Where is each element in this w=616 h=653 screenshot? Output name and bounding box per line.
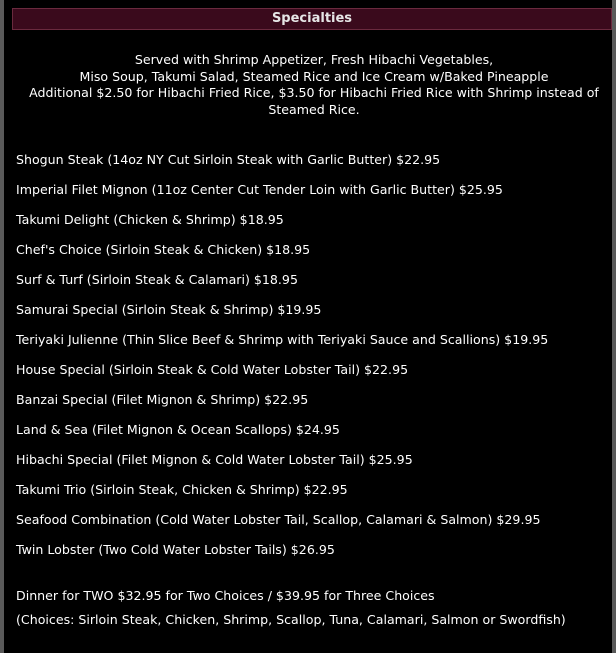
specialties-intro bbox=[12, 52, 616, 118]
intro-line: Additional $2.50 for Hibachi Fried Rice, $3.50 for Hibachi Fried Rice with Shrimp instead of bbox=[29, 85, 599, 100]
menu-item-list bbox=[16, 150, 616, 570]
menu-item-imperial-filet-mignon: Imperial Filet Mignon (11oz Center Cut Tender Loin with Garlic Butter) $25.95 bbox=[16, 182, 503, 197]
menu-item-seafood-combination: Seafood Combination (Cold Water Lobster Tail, Scallop, Calamari & Salmon) $29.95 bbox=[16, 512, 541, 527]
menu-item-takumi-delight: Takumi Delight (Chicken & Shrimp) $18.95 bbox=[16, 212, 284, 227]
intro-line: Served with Shrimp Appetizer, Fresh Hibachi Vegetables, bbox=[134, 52, 494, 67]
menu-item-teriyaki-julienne: Teriyaki Julienne (Thin Slice Beef & Shrimp with Teriyaki Sauce and Scallions) $19.95 bbox=[16, 332, 549, 347]
menu-item-twin-lobster: Twin Lobster (Two Cold Water Lobster Tails) $26.95 bbox=[16, 542, 335, 557]
menu-item-house-special: House Special (Sirloin Steak & Cold Water Lobster Tail) $22.95 bbox=[16, 362, 409, 377]
intro-line: Miso Soup, Takumi Salad, Steamed Rice and Ice Cream w/Baked Pineapple bbox=[79, 68, 549, 84]
menu-item-surf-and-turf: Surf & Turf (Sirloin Steak & Calamari) $18.95 bbox=[16, 272, 298, 287]
intro-line: Steamed Rice. bbox=[268, 101, 360, 117]
dinner-for-two-section bbox=[16, 586, 616, 630]
menu-item-takumi-trio: Takumi Trio (Sirloin Steak, Chicken & Shrimp) $22.95 bbox=[16, 482, 348, 497]
dinner-choices: (Choices: Sirloin Steak, Chicken, Shrimp, Scallop, Tuna, Calamari, Salmon or Swordfish) bbox=[16, 612, 566, 627]
menu-item-hibachi-special: Hibachi Special (Filet Mignon & Cold Water Lobster Tail) $25.95 bbox=[16, 452, 413, 467]
menu-item-land-and-sea: Land & Sea (Filet Mignon & Ocean Scallops) $24.95 bbox=[16, 422, 340, 437]
menu-item-banzai-special: Banzai Special (Filet Mignon & Shrimp) $22.95 bbox=[16, 392, 309, 407]
section-header bbox=[12, 8, 612, 30]
menu-item-samurai-special: Samurai Special (Sirloin Steak & Shrimp) $19.95 bbox=[16, 302, 322, 317]
menu-item-chefs-choice: Chef's Choice (Sirloin Steak & Chicken) $18.95 bbox=[16, 242, 311, 257]
dinner-for-two-price: Dinner for TWO $32.95 for Two Choices / $39.95 for Three Choices bbox=[16, 588, 435, 603]
menu-item-shogun-steak: Shogun Steak (14oz NY Cut Sirloin Steak with Garlic Butter) $22.95 bbox=[16, 152, 441, 167]
section-title: Specialties bbox=[271, 11, 353, 26]
